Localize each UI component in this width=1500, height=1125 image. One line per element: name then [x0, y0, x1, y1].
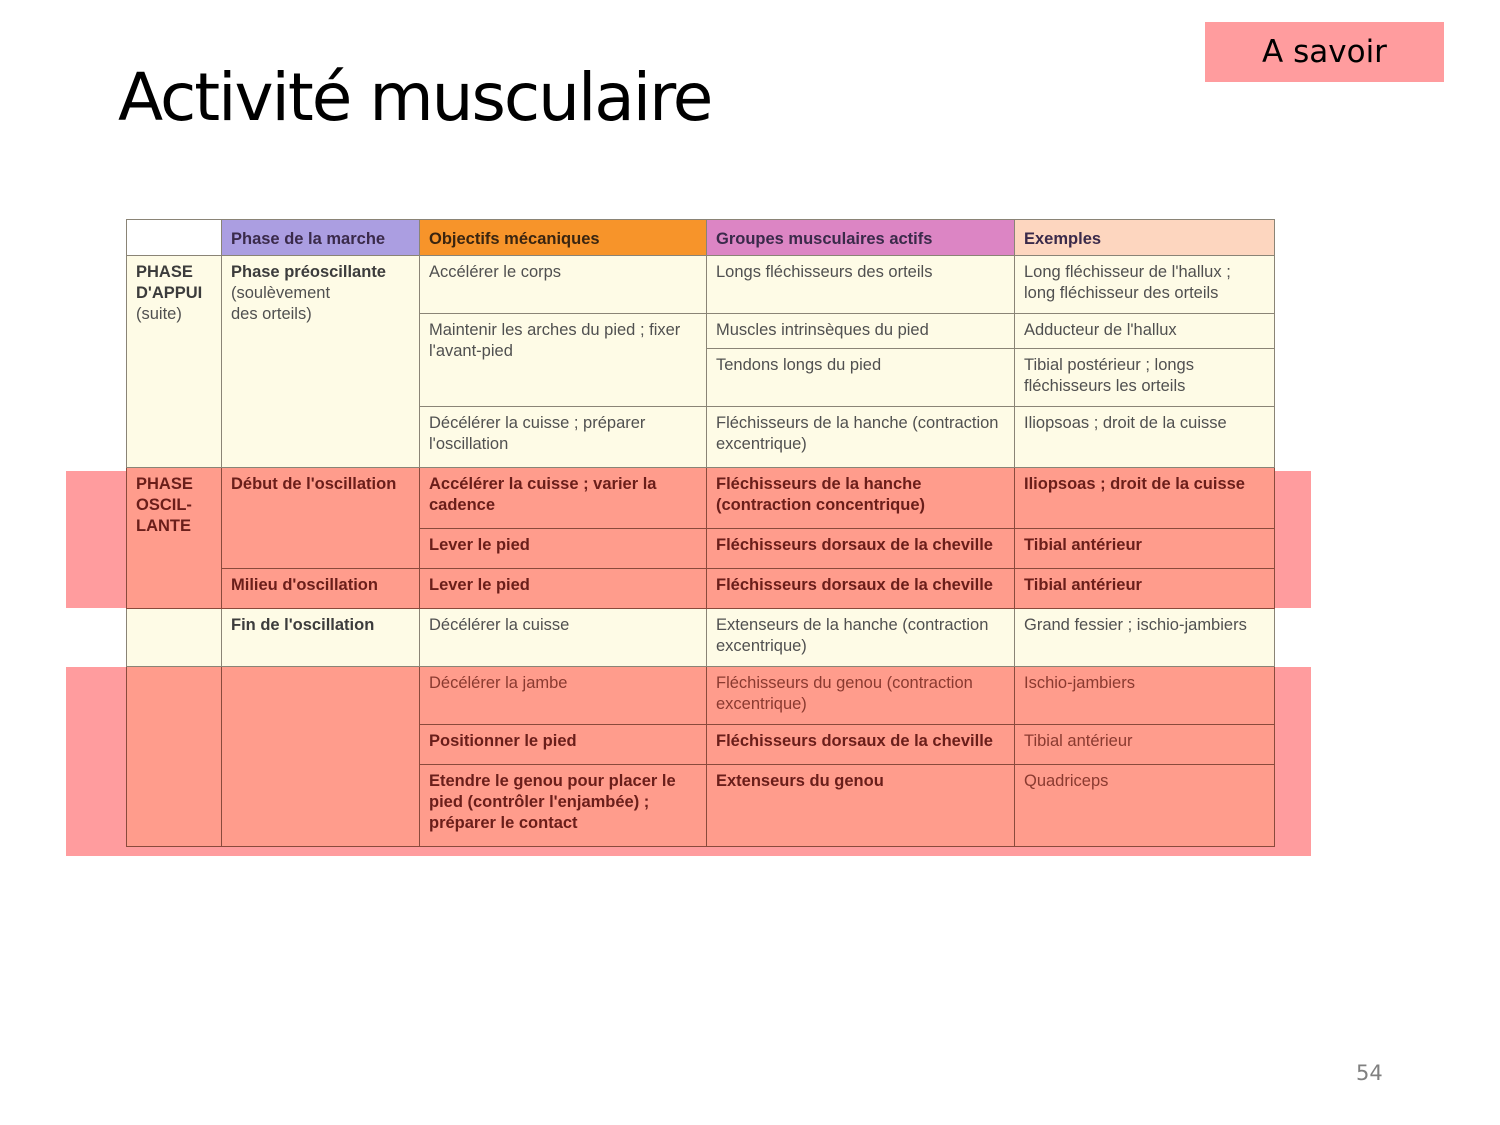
- objectif-cell: Décélérer la jambe: [420, 667, 707, 725]
- fin-oscillation-cell: Fin de l'oscillation: [222, 609, 420, 667]
- phase-appui-line3: (suite): [136, 305, 182, 323]
- phase-oscillante-cell: [127, 468, 222, 609]
- phase-oscillante-line2: OSCIL-: [136, 496, 192, 514]
- exemple-cell: Grand fessier ; ischio-jambiers: [1015, 609, 1275, 667]
- phase-appui-line1: PHASE: [136, 263, 193, 281]
- objectif-cell: Maintenir les arches du pied ; fixer l'avant-pied: [420, 314, 707, 407]
- objectif-cell: Accélérer le corps: [420, 256, 707, 314]
- debut-oscillation-cell: Début de l'oscillation: [222, 468, 420, 569]
- empty-phase-cell: [127, 667, 222, 847]
- table-row: [127, 256, 1275, 314]
- header-exemples: Exemples: [1015, 220, 1275, 256]
- groupe-cell: Muscles intrinsèques du pied: [707, 314, 1015, 349]
- objectif-cell: Décélérer la cuisse: [420, 609, 707, 667]
- exemple-cell: Ischio-jambiers: [1015, 667, 1275, 725]
- muscle-activity-table-container: [126, 219, 1274, 847]
- groupe-cell: Fléchisseurs du genou (contraction excentrique): [707, 667, 1015, 725]
- header-groupes: Groupes musculaires actifs: [707, 220, 1015, 256]
- table-row: [127, 609, 1275, 667]
- header-phase: Phase de la marche: [222, 220, 420, 256]
- groupe-cell: Fléchisseurs de la hanche (contraction excentrique): [707, 407, 1015, 468]
- groupe-cell: Longs fléchisseurs des orteils: [707, 256, 1015, 314]
- preoscillante-label: Phase préoscillante: [231, 263, 386, 281]
- preoscillante-line3: des orteils): [231, 305, 312, 323]
- empty-subphase-cell: [222, 667, 420, 847]
- exemple-cell: Tibial antérieur: [1015, 725, 1275, 765]
- header-objectifs: Objectifs mécaniques: [420, 220, 707, 256]
- objectif-cell: Décélérer la cuisse ; préparer l'oscillation: [420, 407, 707, 468]
- objectif-cell: Etendre le genou pour placer le pied (contrôler l'enjambée) ; préparer le contact: [420, 765, 707, 847]
- page-number: 54: [1356, 1061, 1383, 1085]
- table-header-row: [127, 220, 1275, 256]
- objectif-cell: Lever le pied: [420, 529, 707, 569]
- table-row: [127, 569, 1275, 609]
- groupe-cell: Tendons longs du pied: [707, 349, 1015, 407]
- objectif-cell: Positionner le pied: [420, 725, 707, 765]
- table-row: [127, 667, 1275, 725]
- exemple-cell: Tibial antérieur: [1015, 529, 1275, 569]
- milieu-oscillation-cell: Milieu d'oscillation: [222, 569, 420, 609]
- phase-oscillante-line3: LANTE: [136, 517, 191, 535]
- empty-phase-cell: [127, 609, 222, 667]
- exemple-cell: Long fléchisseur de l'hallux ; long fléchisseur des orteils: [1015, 256, 1275, 314]
- table-row: [127, 468, 1275, 529]
- preoscillante-cell: [222, 256, 420, 468]
- groupe-cell: Fléchisseurs dorsaux de la cheville: [707, 529, 1015, 569]
- phase-appui-line2: D'APPUI: [136, 284, 203, 302]
- exemple-cell: Tibial antérieur: [1015, 569, 1275, 609]
- a-savoir-badge: A savoir: [1205, 22, 1444, 82]
- groupe-cell: Fléchisseurs dorsaux de la cheville: [707, 725, 1015, 765]
- exemple-cell: Iliopsoas ; droit de la cuisse: [1015, 407, 1275, 468]
- muscle-activity-table: [126, 219, 1275, 847]
- slide-title: Activité musculaire: [118, 59, 712, 136]
- phase-appui-cell: [127, 256, 222, 468]
- groupe-cell: Fléchisseurs dorsaux de la cheville: [707, 569, 1015, 609]
- groupe-cell: Fléchisseurs de la hanche (contraction concentrique): [707, 468, 1015, 529]
- phase-oscillante-line1: PHASE: [136, 475, 193, 493]
- header-empty: [127, 220, 222, 256]
- preoscillante-line2: (soulèvement: [231, 284, 331, 302]
- groupe-cell: Extenseurs de la hanche (contraction excentrique): [707, 609, 1015, 667]
- exemple-cell: Adducteur de l'hallux: [1015, 314, 1275, 349]
- groupe-cell: Extenseurs du genou: [707, 765, 1015, 847]
- objectif-cell: Accélérer la cuisse ; varier la cadence: [420, 468, 707, 529]
- exemple-cell: Quadriceps: [1015, 765, 1275, 847]
- objectif-cell: Lever le pied: [420, 569, 707, 609]
- exemple-cell: Tibial postérieur ; longs fléchisseurs les orteils: [1015, 349, 1275, 407]
- exemple-cell: Iliopsoas ; droit de la cuisse: [1015, 468, 1275, 529]
